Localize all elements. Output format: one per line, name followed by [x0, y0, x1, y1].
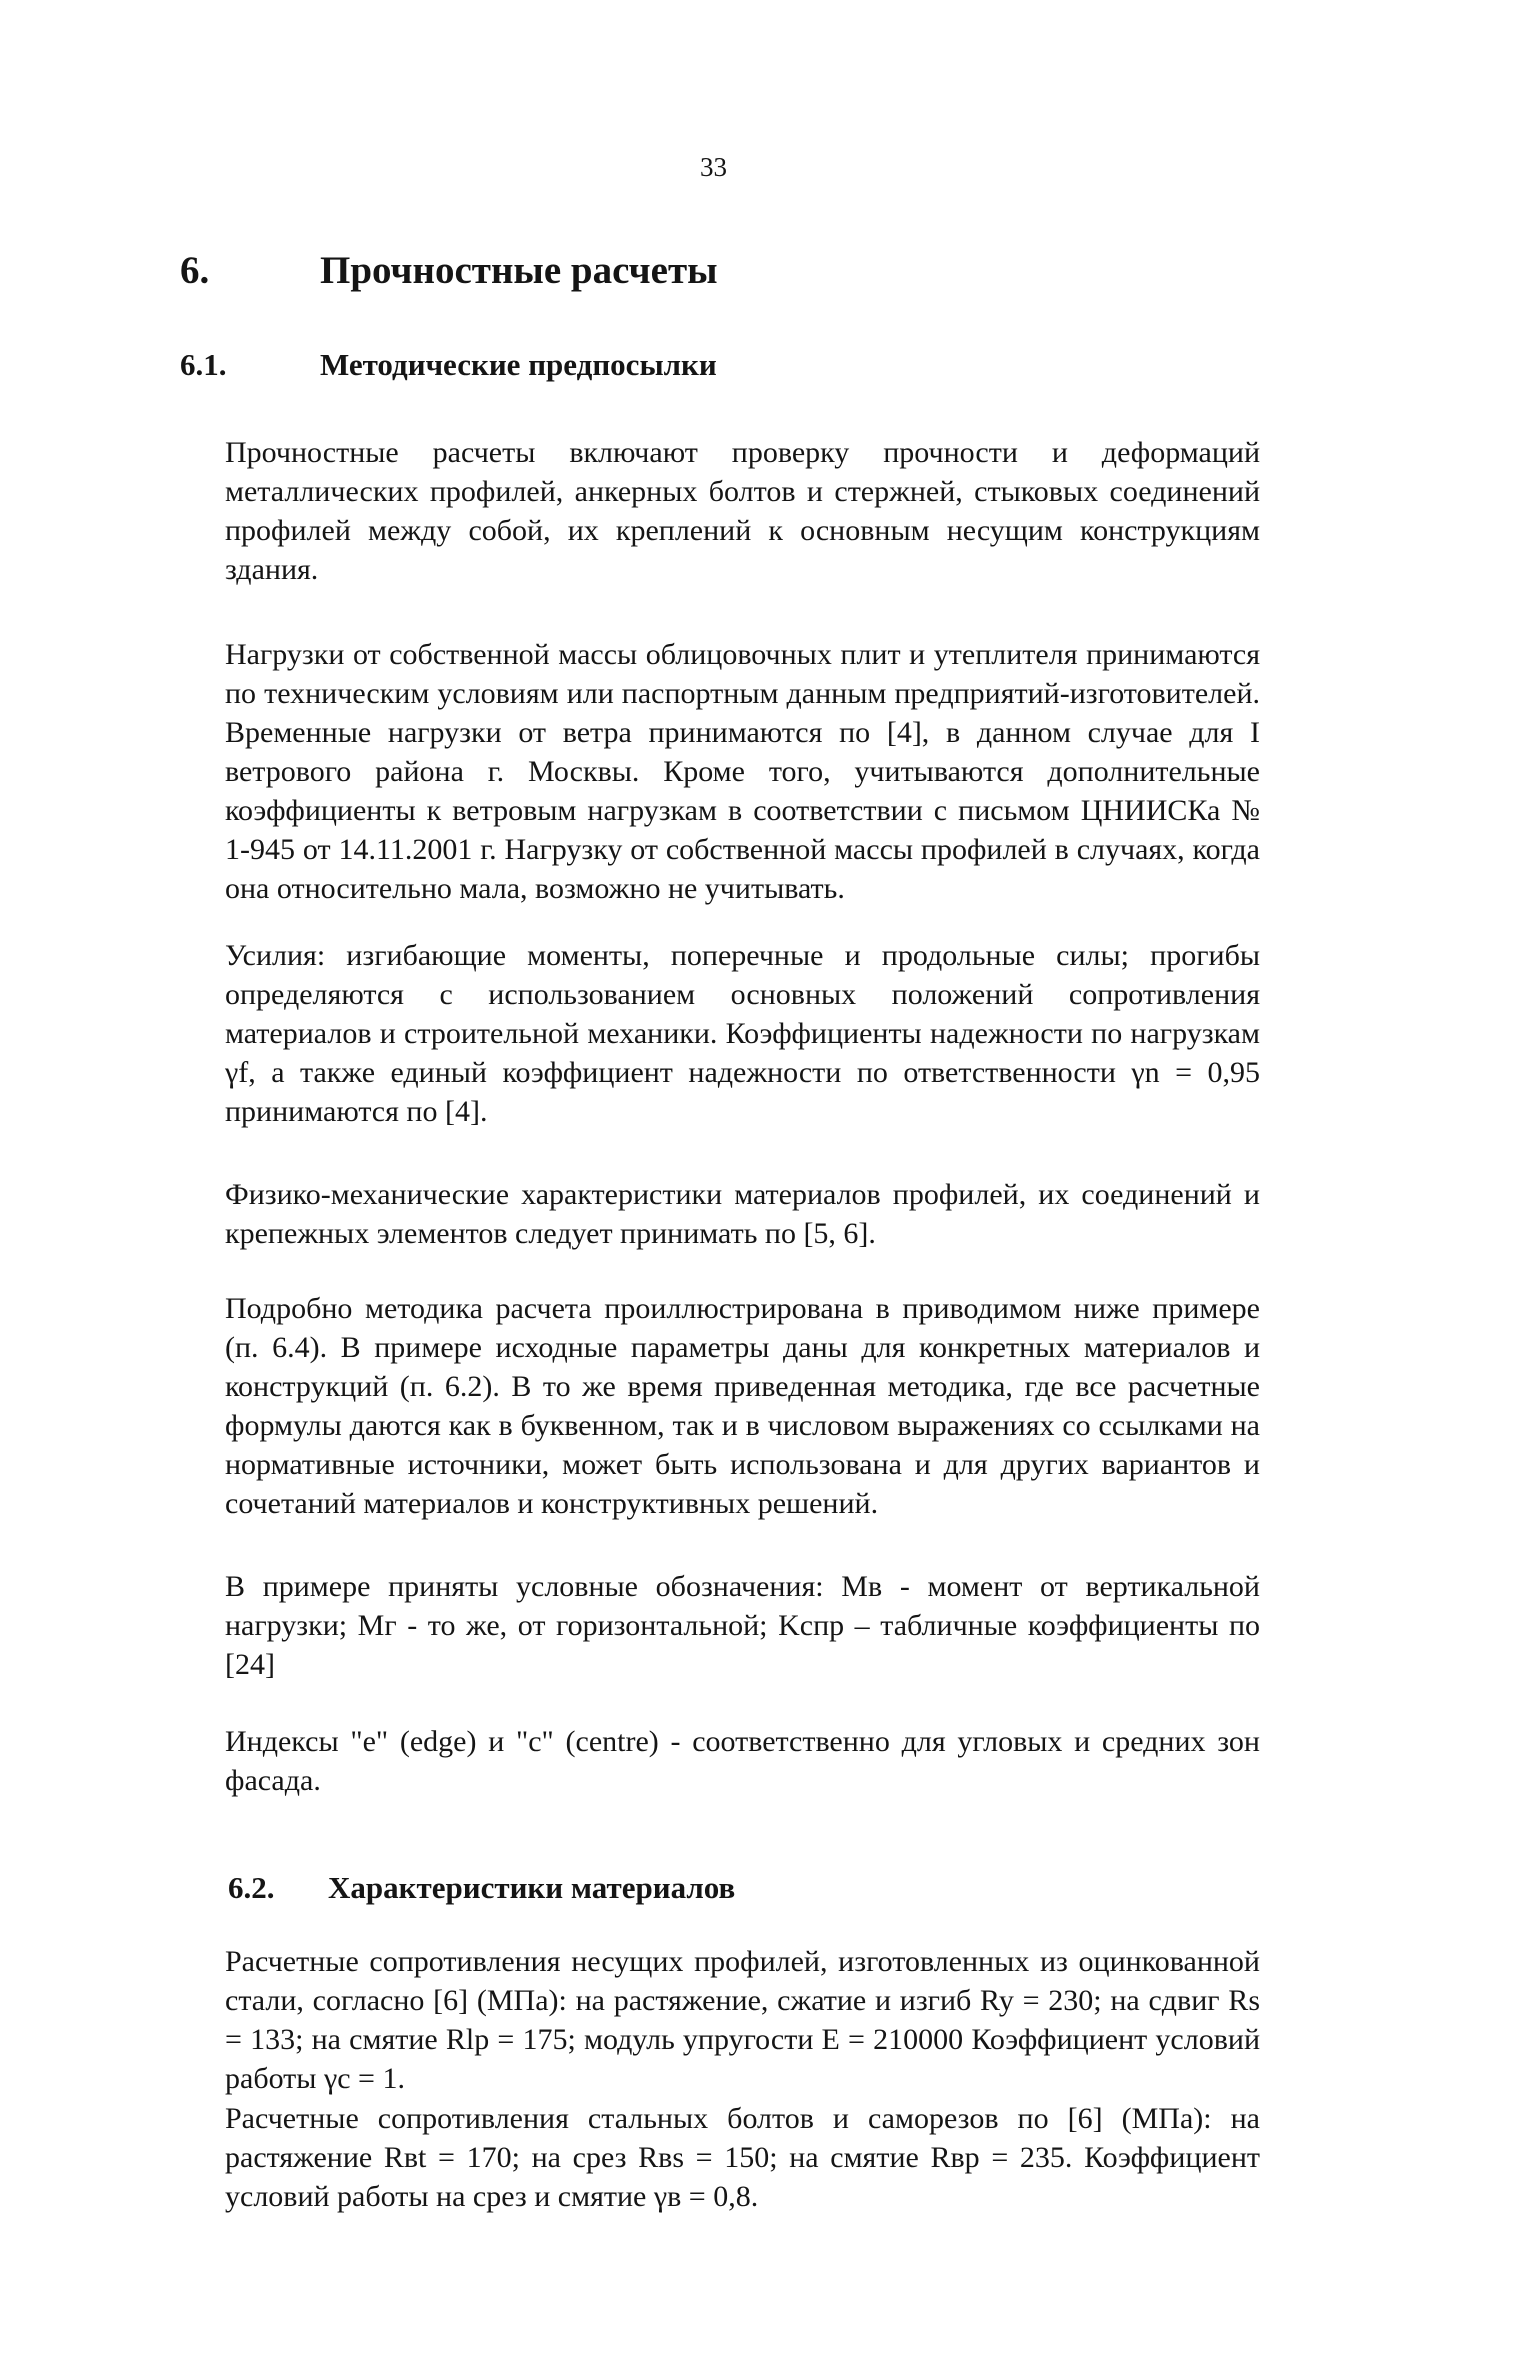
subsection-heading-2 [228, 1870, 735, 1906]
paragraph-notation: В примере приняты условные обозначения: Мв - момент от вертикальной нагрузки; Мг - то же, от горизонтальной; Kспр – табличные коэффициенты по [24] [225, 1570, 1260, 1681]
subsection-heading-1 [180, 347, 717, 383]
paragraph-loads: Нагрузки от собственной массы облицовочных плит и утеплителя принимаются по техническим условиям или паспортным данным предприятий-изготовителей. Временные нагрузки от ветра принимаются по [4], в данном случае для I ветрового района г. Москвы. Кроме того, учитываются дополнительные коэффициенты к ветровым нагрузкам в соответствии с письмом ЦНИИСКа № 1-945 от 14.11.2001 г. Нагрузку от собственной массы профилей в случаях, когда она относительно мала, возможно не учитывать. [225, 638, 1260, 905]
subsection-title-2: Характеристики материалов [328, 1870, 736, 1905]
subsection-title-1: Методические предпосылки [320, 347, 717, 382]
paragraph-method-example: Подробно методика расчета проиллюстрирована в приводимом ниже примере (п. 6.4). В примере исходные параметры даны для конкретных материалов и конструкций (п. 6.2). В то же время приведенная методика, где все расчетные формулы даются как в буквенном, так и в числовом выражениях со ссылками на нормативные источники, может быть использована и для других вариантов и сочетаний материалов и конструктивных решений. [225, 1292, 1260, 1520]
subsection-number-1: 6.1. [180, 347, 227, 382]
paragraph-bolt-resistances: Расчетные сопротивления стальных болтов и саморезов по [6] (МПа): на растяжение Rвt = 170; на срез Rвs = 150; на смятие Rвp = 235. Коэффициент условий работы на срез и смятие γв = 0,8. [225, 2102, 1260, 2213]
subsection-number-2: 6.2. [228, 1870, 275, 1905]
page-number: 33 [700, 152, 727, 182]
paragraph-indexes: Индексы "e" (edge) и "c" (centre) - соответственно для угловых и средних зон фасада. [225, 1725, 1260, 1797]
section-number: 6. [180, 249, 210, 292]
paragraph-strength-calculations: Прочностные расчеты включают проверку прочности и деформаций металлических профилей, анкерных болтов и стержней, стыковых соединений профилей между собой, их креплений к основным несущим конструкциям здания. [225, 436, 1260, 586]
paragraph-material-properties: Физико-механические характеристики материалов профилей, их соединений и крепежных элементов следует принимать по [5, 6]. [225, 1178, 1260, 1250]
section-title: Прочностные расчеты [320, 249, 718, 292]
paragraph-forces: Усилия: изгибающие моменты, поперечные и продольные силы; прогибы определяются с использованием основных положений сопротивления материалов и строительной механики. Коэффициенты надежности по нагрузкам γf, а также единый коэффициент надежности по ответственности γn = 0,95 принимаются по [4]. [225, 939, 1260, 1128]
paragraph-profile-resistances: Расчетные сопротивления несущих профилей, изготовленных из оцинкованной стали, согласно [6] (МПа): на растяжение, сжатие и изгиб Ry = 230; на сдвиг Rs = 133; на смятие Rlp = 175; модуль упругости E = 210000 Коэффициент условий работы γc = 1. [225, 1945, 1260, 2095]
section-heading [180, 248, 718, 293]
